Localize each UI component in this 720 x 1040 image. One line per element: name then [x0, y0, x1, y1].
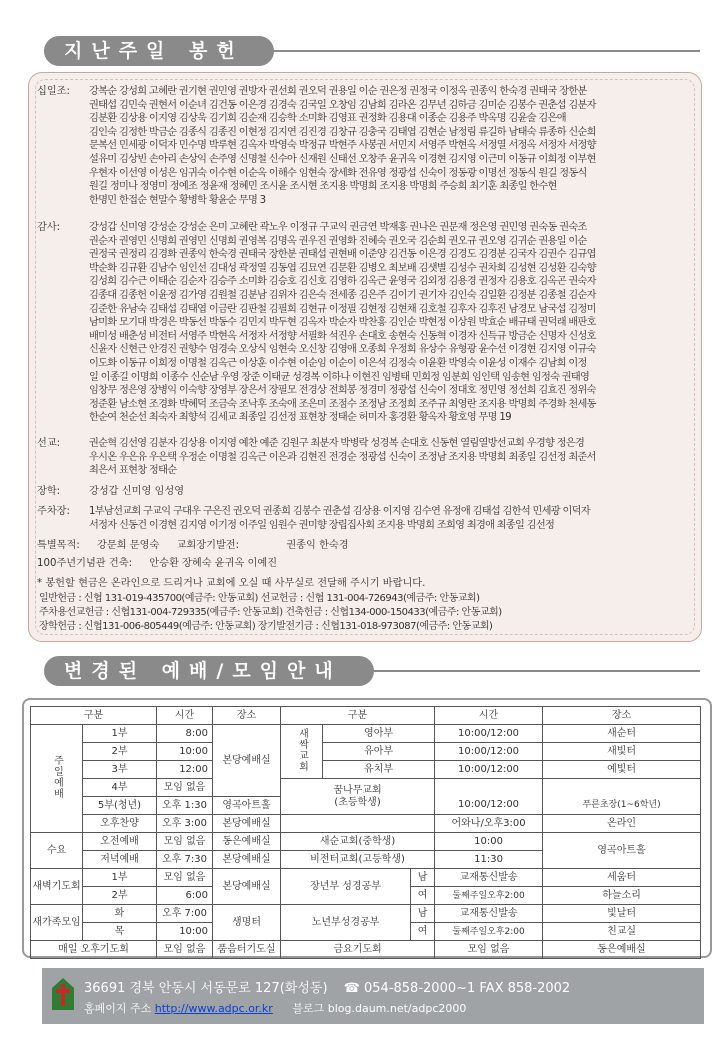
- gamsa-line: 정준환 남소현 조경화 박혜덕 조금숙 조낙후 조숙애 조은미 조점수 조정남 조정희 조주규 최영란 조지용 박명희 주경화 천세동: [89, 398, 596, 410]
- table-row: [31, 761, 701, 779]
- group-label: 장년부 성경공부: [281, 869, 411, 905]
- sipil-line: 권태섭 김민숙 권현서 이순녀 김건동 이은경 김경숙 김국일 오창임 김남희 김라온 김무년 김하금 김미순 김봉수 권춘섭 김분자: [89, 99, 596, 111]
- gamsa-line: 권순자 권영민 신명희 권영민 신명희 권영복 김명옥 권우진 권영화 진혜숙 권오국 김순희 권오규 권오영 김귀순 권용일 이순: [89, 235, 587, 247]
- account-list: [39, 592, 502, 633]
- account-line: 장학헌금 : 신협131-006-805449(예금주: 안동교회) 장기발전기금 : 신협131-018-973087(예금주: 안동교회): [39, 620, 493, 632]
- homepage-link[interactable]: http://www.adpc.or.kr: [154, 1002, 273, 1015]
- table-cell: 어와나/오후3:00: [435, 815, 543, 833]
- table-cell: 둘째주일오후2:00: [435, 887, 543, 905]
- sipil-line: 강복순 강성희 고혜란 권기현 권민영 권방자 권선희 권오덕 권용일 이순 권은정 권정국 이정옥 권종익 한숙경 권태국 장한분: [89, 86, 587, 97]
- special-item: 교회장기발전:: [176, 540, 240, 551]
- table-cell: 모임 없음: [435, 941, 543, 959]
- table-cell: 10:00/12:00: [435, 761, 543, 779]
- sipil-line: 원길 정미나 정영미 정예조 정윤재 정혜민 조시윤 조시현 조지용 박명희 조지용 박명희 주승희 최기훈 최종일 한수현: [89, 181, 557, 193]
- table-cell: 오후 7:30: [157, 851, 213, 869]
- offering-title-rule: [254, 50, 700, 52]
- table-cell: 친교실: [543, 923, 701, 941]
- table-cell: 교재통신발송: [435, 905, 543, 923]
- table-cell: 본당예배실: [213, 815, 281, 833]
- schedule-section-title: [44, 656, 374, 686]
- footer-address: [84, 977, 570, 996]
- group-label: 노년부성경공부: [281, 905, 411, 941]
- seongyo-line: 권순혁 김선영 김분자 김상용 이지영 예찬 예준 김원구 최분자 박병락 성경복 손대호 신동현 열림열방선교회 우경향 정은경: [89, 438, 585, 449]
- header-cell: 장소: [543, 707, 701, 725]
- seongyo-names: [89, 437, 693, 478]
- table-cell: 10:00: [157, 923, 213, 941]
- juchado-label: 주차장:: [37, 506, 70, 517]
- special-item: 강문희 문영숙: [97, 540, 160, 551]
- gamsa-line: 강성갑 신미영 강성순 강성순 은미 고혜란 곽노우 이정규 구교익 권금연 박재홍 권나은 권문재 정은영 권민영 권숙동 권숙조: [89, 222, 587, 233]
- kkumnamu-sub: (초등학생): [334, 796, 381, 808]
- table-cell: 모임 없음: [157, 941, 213, 959]
- special-label: 특별목적:: [37, 540, 80, 551]
- header-cell: 구분: [31, 707, 157, 725]
- table-cell: 10:00: [435, 833, 543, 851]
- table-cell: 남: [411, 905, 435, 923]
- footer-bar: [42, 968, 704, 1024]
- table-cell: 하늘소리: [543, 887, 701, 905]
- sipil-line: 설유미 김상빈 손아리 손상익 손주영 신명철 신수아 신재원 신태선 오창주 윤귀옥 이경현 김지영 이근미 이동규 이희정 이부현: [89, 153, 596, 165]
- offering-box: [28, 72, 702, 642]
- table-cell: 화: [83, 905, 157, 923]
- janghak-label: 장학:: [37, 486, 61, 497]
- gamsa-line: 배미성 배춘성 비전터 서영주 박현옥 서정자 서정향 서필화 석진우 손대호 송현숙 신동혁 이경자 신득규 방금순 신명자 신성호: [89, 330, 596, 342]
- janghak-names: 강성갑 신미영 임성영: [89, 486, 185, 497]
- offering-section-title: [44, 36, 274, 66]
- children-group-cell: [281, 725, 323, 779]
- group-label: 새벽기도회: [31, 869, 83, 905]
- table-cell: 영곡아트홀: [213, 797, 281, 815]
- table-cell: 6:00: [157, 887, 213, 905]
- sipil-line: 김인숙 김정한 박금순 김종식 김종진 이현정 김지연 김진경 김창규 김충국 김태엽 김현순 남정림 류길하 남태숙 류종하 신순희: [89, 126, 596, 138]
- table-cell: 11:30: [435, 851, 543, 869]
- table-cell: 1부: [83, 725, 157, 743]
- special-item: 권종익 한숙경: [286, 540, 349, 551]
- homepage-label: 홈페이지 주소: [84, 1002, 152, 1015]
- table-cell: 푸른초장(1~6학년): [543, 797, 701, 815]
- group-label: 새싹교회: [296, 727, 308, 772]
- table-cell: 오후 1:30: [157, 797, 213, 815]
- juchado-line: 서정자 신동건 이경현 김지영 이기정 이주일 임원수 권미향 장립집사회 조지용 박명희 조희영 최경애 최종일 김선정: [89, 519, 555, 531]
- group-label: 새가족모임: [31, 905, 83, 941]
- kkumnamu-label: 꿈나무교회: [333, 784, 382, 796]
- phone-text: ☎ 054-858-2000~1 FAX 858-2002: [343, 981, 571, 996]
- juchado-line: 1부남선교회 구교익 구대우 구은진 권오덕 권종희 김봉수 권춘섭 김상용 이지영 김수연 유정애 김태섭 김한석 민세광 이덕자: [89, 506, 590, 517]
- table-cell: 새순터: [543, 725, 701, 743]
- table-cell: 저녁예배: [83, 851, 157, 869]
- table-row: [31, 815, 701, 833]
- table-cell: 세움터: [543, 869, 701, 887]
- gamsa-line: 일 이종길 이명희 이종수 신순남 우영 장준 이태균 성경복 이하나 이현진 임병태 민희정 임분희 임인택 임송현 임정숙 권태영: [89, 371, 590, 383]
- table-cell: [543, 779, 701, 797]
- gamsa-line: 임창무 정은영 장병익 이숙향 장영부 장은서 장필모 전경상 전희봉 정경미 정광섭 신숙이 정대호 정민영 정선희 김효진 정위숙: [89, 385, 596, 397]
- sipil-line: 한명민 한접순 현말수 황병학 황윤순 무명 3: [89, 194, 266, 206]
- table-row: [31, 743, 701, 761]
- table-cell: 유아부: [323, 743, 435, 761]
- table-cell: 4부: [83, 779, 157, 797]
- table-cell: 오후찬양: [83, 815, 157, 833]
- online-offering-notice: * 봉헌할 현금은 온라인으로 드리거나 교회에 오실 때 사무실로 전달해 주시기 바랍니다.: [37, 578, 426, 589]
- sipil-names: [89, 85, 693, 207]
- table-cell: 새빛터: [543, 743, 701, 761]
- table-cell: 유치부: [323, 761, 435, 779]
- table-cell: 품음터기도실: [213, 941, 281, 959]
- table-cell: 5부(청년): [83, 797, 157, 815]
- header-cell: 시간: [435, 707, 543, 725]
- header-cell: 장소: [213, 707, 281, 725]
- table-cell: 영곡아트홀: [543, 833, 701, 869]
- table-cell: 3부: [83, 761, 157, 779]
- table-row: [31, 725, 701, 743]
- table-cell: 오전예배: [83, 833, 157, 851]
- account-line: 일반헌금 : 신협 131-019-435700(예금주: 안동교회) 선교헌금 : 신협 131-004-726943(예금주: 안동교회): [39, 593, 480, 604]
- table-row: [31, 941, 701, 959]
- table-cell: 모임 없음: [157, 869, 213, 887]
- table-cell: 목: [83, 923, 157, 941]
- table-row: [31, 905, 701, 923]
- gamsa-line: 한순여 천순선 최숙자 최향석 김세교 최종일 김선정 표현창 정태순 허미자 홍경환 황옥자 황호영 무명 19: [89, 412, 511, 424]
- gamsa-line: 김종대 김종헌 이윤정 김가영 김원철 김분남 김위자 김은숙 전세종 김은주 김이기 권기자 김인숙 김일환 김정분 김종철 김순자: [89, 289, 596, 301]
- table-cell: 남: [411, 869, 435, 887]
- table-cell: 교재통신발송: [435, 869, 543, 887]
- table-cell: 본당예배실: [213, 725, 281, 797]
- gamsa-label: 감사:: [37, 222, 61, 233]
- table-cell: [281, 815, 435, 833]
- sipil-line: 김분환 김상용 이지영 김상욱 김기희 김순재 김승학 소미화 김영표 권정화 김용대 이종순 김용주 박옥명 김윤술 김은애: [89, 113, 566, 125]
- table-cell: [435, 779, 543, 797]
- juchado-names: [89, 505, 693, 532]
- sipil-label: 십일조:: [37, 86, 70, 97]
- table-cell: 오후 7:00: [157, 905, 213, 923]
- gamsa-line: 남미화 모기대 박경은 박동선 박동수 김민지 박두현 김옥자 박순자 박찬홍 김인순 박현정 이상원 박효순 배규태 권덕래 배판호: [89, 317, 596, 329]
- table-cell: 온라인: [543, 815, 701, 833]
- table-cell: 비전터교회(고등학생): [281, 851, 435, 869]
- table-cell: 오후 3:00: [157, 815, 213, 833]
- schedule-table: [30, 706, 701, 959]
- table-cell: 2부: [83, 887, 157, 905]
- table-cell: 생명터: [213, 905, 281, 941]
- table-cell: 10:00: [157, 743, 213, 761]
- table-cell: 빛날터: [543, 905, 701, 923]
- seongyo-line: 우시온 우은유 우은택 우정순 이명철 김옥근 이은과 김현진 전경순 정광섭 신숙이 조정남 조지용 박명희 최종일 김선정 최준서: [89, 451, 596, 463]
- header-cell: 시간: [157, 707, 213, 725]
- sipil-line: 우현자 이선영 이성은 임귀숙 이수현 이순옥 이해수 임현숙 장세화 전유영 정광섭 신숙이 정동광 이명선 정동식 원길 정동식: [89, 167, 587, 179]
- gamsa-line: 김성희 김수근 이태순 김순자 김승주 소미화 김승호 김신호 김영하 김옥근 윤영국 김외정 김용경 권정자 김용호 김옥곤 권숙자: [89, 276, 596, 288]
- sipil-line: 문복선 민세광 이덕자 민수명 박루현 김옥자 박영숙 박정규 박현주 사봉권 서민지 서영주 박현옥 서정열 서정옥 서정자 서정향: [89, 140, 596, 152]
- table-row: [31, 833, 701, 851]
- table-cell: 본당예배실: [213, 851, 281, 869]
- blog-link[interactable]: blog.daum.net/adpc2000: [327, 1002, 467, 1015]
- gamsa-line: 신윤자 신현근 안경진 권향수 엄경숙 오상식 임현숙 오신창 김영애 오종희 우정희 유상수 유형광 윤수선 이경현 김지영 이규숙: [89, 344, 596, 356]
- blog-label: 블로그: [292, 1002, 325, 1015]
- table-cell: 10:00/12:00: [435, 797, 543, 815]
- gamsa-names: [89, 221, 693, 425]
- group-label: 주일예배: [51, 754, 63, 799]
- table-cell: 동은예배실: [213, 833, 281, 851]
- table-cell: 1부: [83, 869, 157, 887]
- schedule-header-row: [31, 707, 701, 725]
- table-cell: 예빛터: [543, 761, 701, 779]
- table-cell: 10:00/12:00: [435, 725, 543, 743]
- table-cell: 10:00/12:00: [435, 743, 543, 761]
- header-cell: 구분: [281, 707, 435, 725]
- anniversary-label: 100주년기념관 건축:: [37, 558, 133, 569]
- table-cell: 새순교회(중학생): [281, 833, 435, 851]
- offering-title-text: 지난주일 봉헌: [64, 40, 244, 62]
- table-cell: 8:00: [157, 725, 213, 743]
- table-cell: 금요기도회: [281, 941, 435, 959]
- gamsa-line: 이도화 이동규 이희정 이명철 김옥근 이상훈 이수현 이순임 이순이 이은석 김정숙 이윤환 박영숙 이윤성 이재수 김남희 이정: [89, 357, 587, 369]
- table-cell: 12:00: [157, 761, 213, 779]
- table-cell: 모임 없음: [157, 779, 213, 797]
- seongyo-line: 최은서 표현창 정태순: [89, 465, 177, 477]
- gamsa-line: 박순화 김규환 김남수 임인선 김대성 곽정열 김동엽 김묘연 김문환 김병오 최보배 김샛별 김성수 권차희 김성현 김성환 김숙향: [89, 262, 596, 274]
- church-logo-icon: [50, 976, 76, 1012]
- table-row: [31, 869, 701, 887]
- table-cell: 영아부: [323, 725, 435, 743]
- offering-anniversary: [37, 557, 291, 571]
- table-cell: 매일 오후기도회: [31, 941, 157, 959]
- offering-special: [37, 539, 363, 553]
- account-line: 주차용선교헌금 : 신협131-004-729335(예금주: 안동교회) 건축헌금 : 신협134-000-150433(예금주: 안동교회): [39, 606, 502, 618]
- table-cell: 여: [411, 923, 435, 941]
- table-cell: 동은예배실: [543, 941, 701, 959]
- table-cell: 2부: [83, 743, 157, 761]
- schedule-title-rule: [354, 670, 700, 672]
- address-text: 36691 경북 안동시 서동문로 127(화성동): [84, 981, 328, 996]
- table-cell: 둘째주일오후2:00: [435, 923, 543, 941]
- gamsa-line: 권정국 권정리 김경화 권종익 한숙경 권태국 장한분 권태섭 권현배 이준양 김건동 이은경 김경도 김경분 김국자 김권수 김규엽: [89, 249, 596, 261]
- sunday-group-cell: [31, 725, 83, 833]
- table-cell: 모임 없음: [157, 833, 213, 851]
- group-label: 수요: [31, 833, 83, 869]
- footer-web: [84, 1000, 466, 1016]
- table-row: [31, 779, 701, 797]
- kkumnamu-cell: [281, 779, 435, 815]
- seongyo-label: 선교:: [37, 438, 61, 449]
- table-cell: 본당예배실: [213, 869, 281, 905]
- table-cell: 여: [411, 887, 435, 905]
- anniversary-names: 안승환 장혜숙 윤귀옥 이예진: [149, 558, 278, 569]
- gamsa-line: 김준한 유남숙 김태섭 김태엽 이금란 김판철 김필희 김현규 이정필 김현정 김현채 김호철 김후자 김후진 남경모 남국섭 김정미: [89, 303, 596, 315]
- schedule-title-text: 변경된 예배/모임안내: [64, 660, 342, 682]
